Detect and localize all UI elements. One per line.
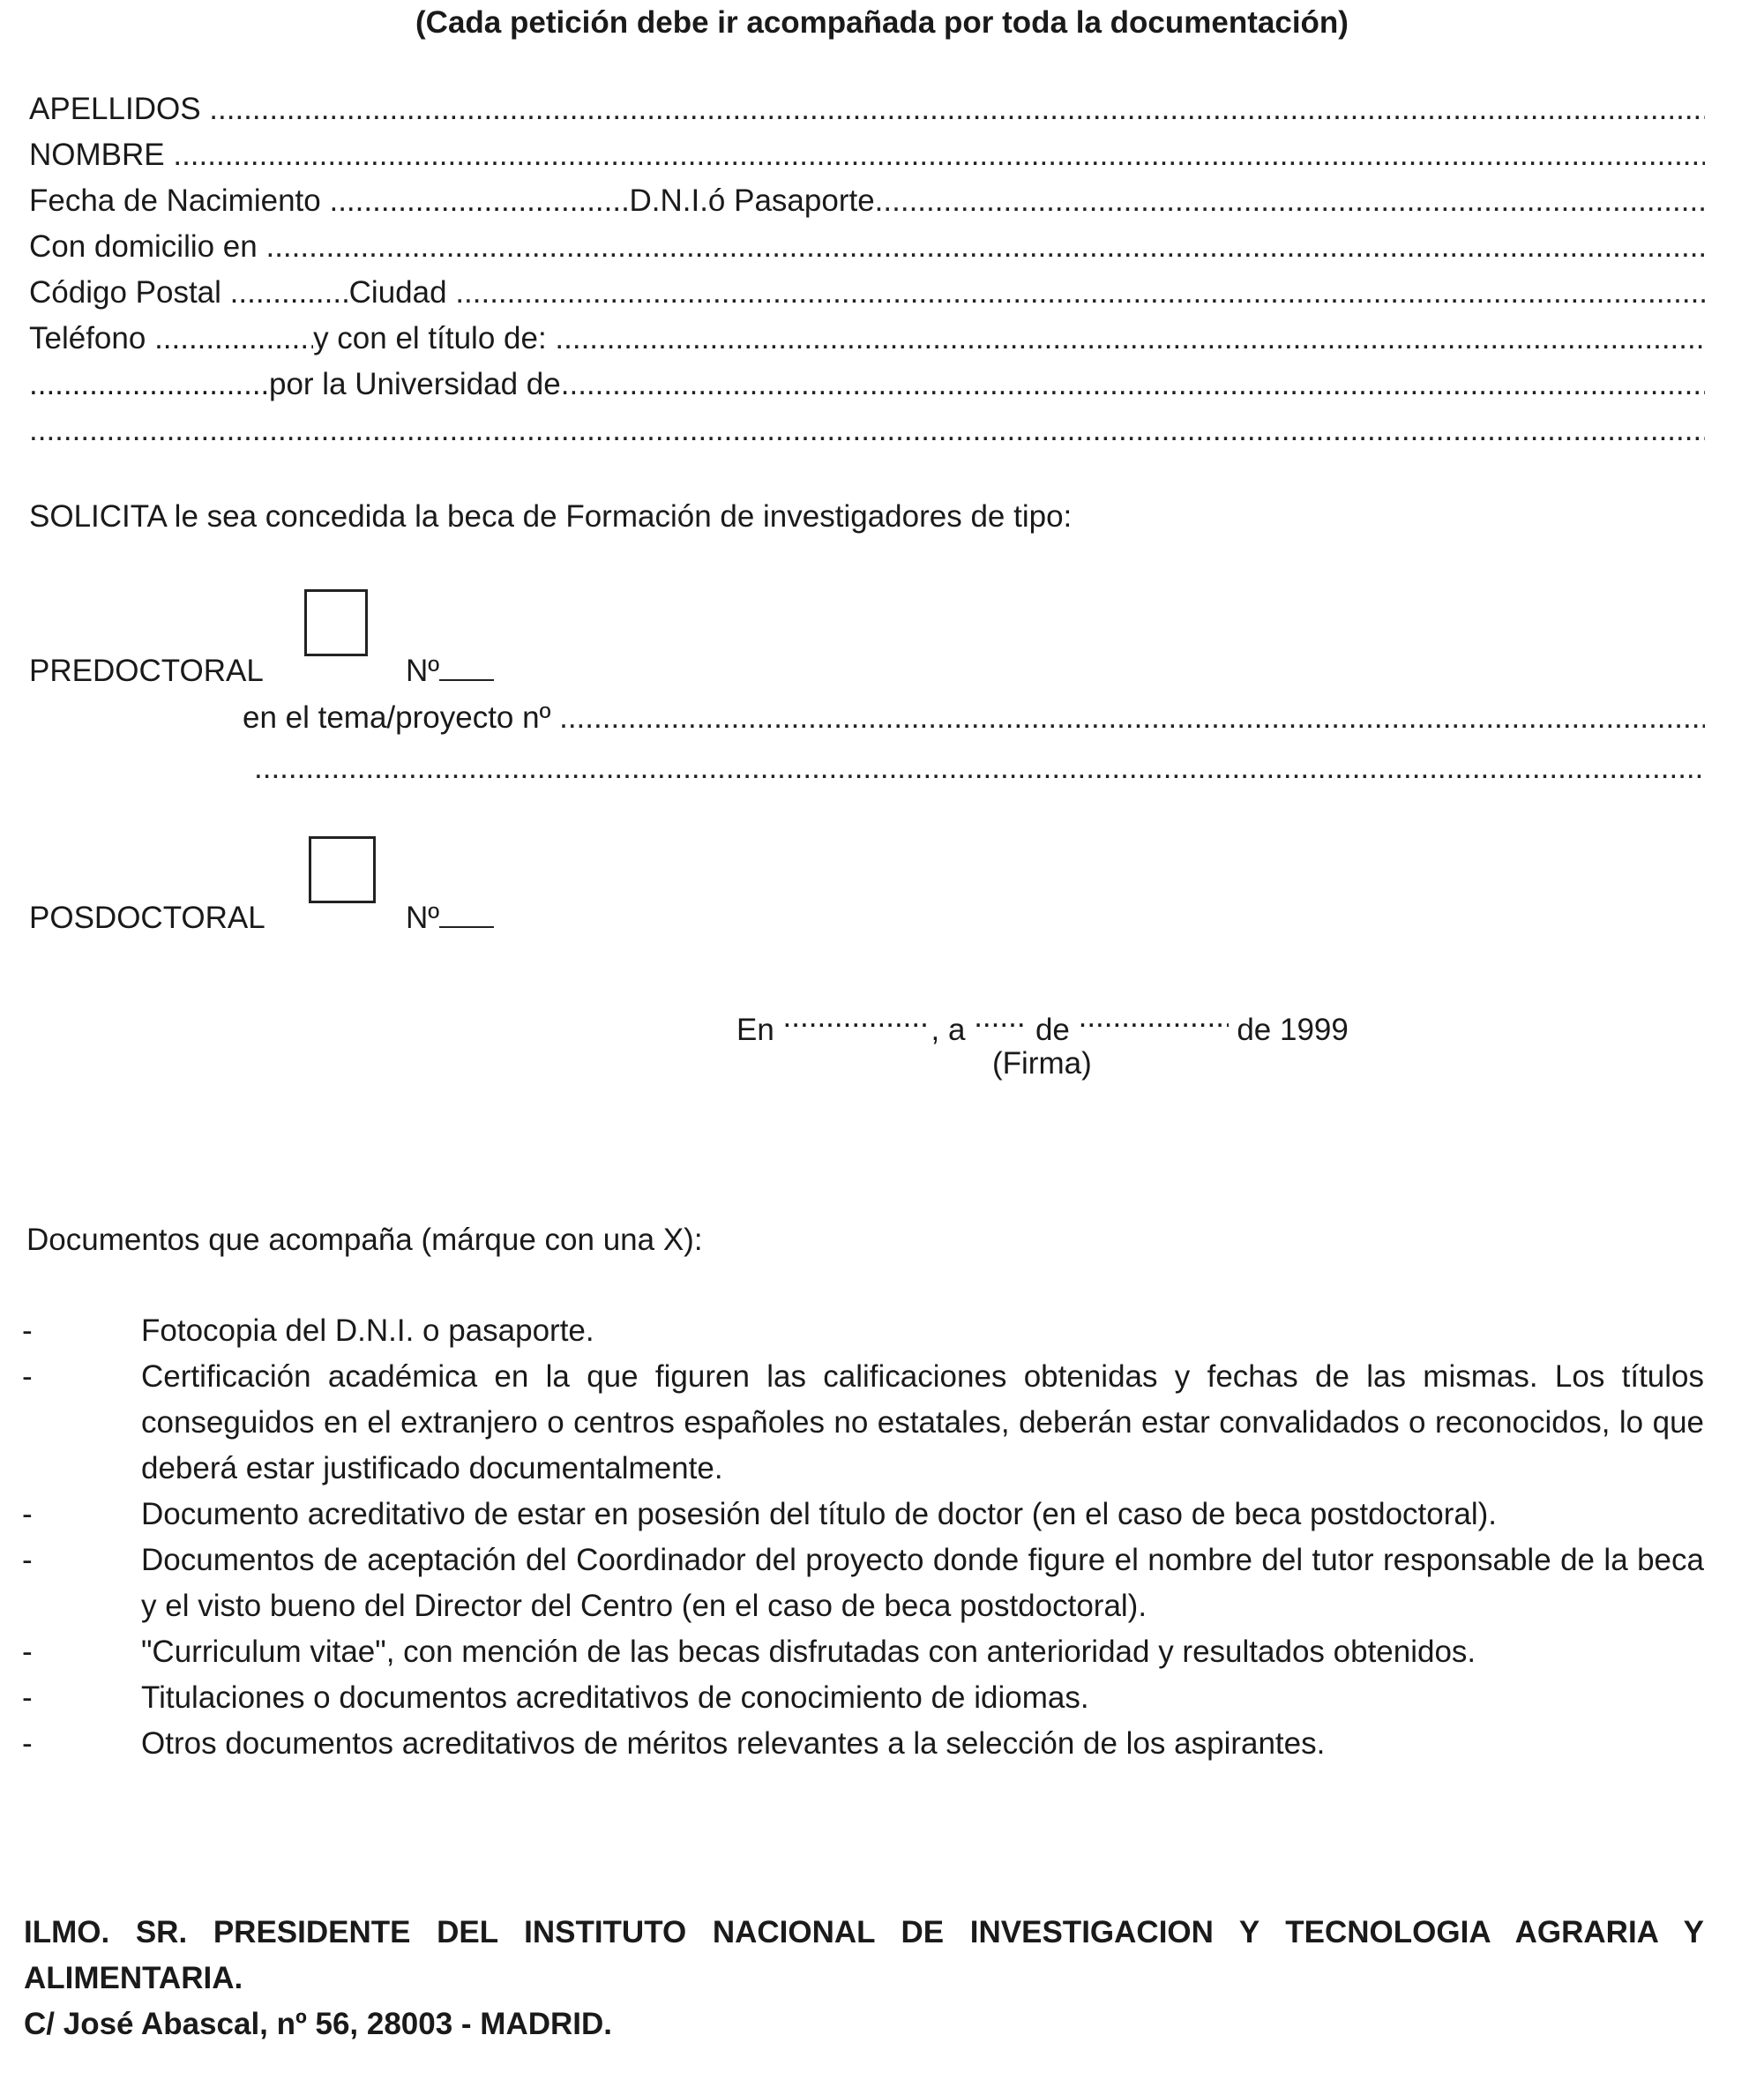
list-dash: - bbox=[22, 1359, 33, 1394]
a-label: , a bbox=[931, 1013, 966, 1047]
documents-heading: Documentos que acompaña (márque con una X): bbox=[26, 1223, 703, 1257]
list-dash: - bbox=[22, 1313, 33, 1348]
ciudad-label: Ciudad bbox=[348, 275, 447, 310]
domicilio-label: Con domicilio en bbox=[29, 229, 258, 264]
list-item: Titulaciones o documentos acreditativos de conocimiento de idiomas. bbox=[141, 1680, 1089, 1715]
posdoctoral-number-field[interactable] bbox=[439, 898, 494, 928]
tema-label: en el tema/proyecto nº bbox=[243, 700, 551, 735]
predoctoral-number-field[interactable] bbox=[439, 651, 494, 681]
list-dash: - bbox=[22, 1497, 33, 1531]
fecha-nacimiento-field[interactable] bbox=[329, 178, 629, 224]
list-item: Fotocopia del D.N.I. o pasaporte. bbox=[141, 1313, 594, 1348]
tema-continuation-row bbox=[254, 745, 1705, 791]
apellidos-field[interactable] bbox=[209, 86, 1705, 132]
universidad-field[interactable] bbox=[561, 362, 1705, 408]
universidad-label: por la Universidad de bbox=[269, 367, 561, 401]
ciudad-field[interactable] bbox=[455, 270, 1705, 316]
year-label: de 1999 bbox=[1237, 1013, 1349, 1047]
posdoctoral-number-label: Nº bbox=[406, 901, 440, 935]
apellidos-row bbox=[29, 86, 1705, 132]
lugar-field[interactable] bbox=[783, 994, 931, 1040]
telefono-label: Teléfono bbox=[29, 321, 146, 355]
posdoctoral-number bbox=[406, 895, 494, 941]
apellidos-label: APELLIDOS bbox=[29, 92, 201, 126]
predoctoral-number bbox=[406, 648, 494, 694]
extra-row bbox=[29, 408, 1705, 453]
fecha-nacimiento-label: Fecha de Nacimiento bbox=[29, 183, 321, 218]
extra-field[interactable] bbox=[29, 408, 1705, 453]
nombre-label: NOMBRE bbox=[29, 138, 165, 172]
mes-field[interactable] bbox=[1079, 994, 1229, 1040]
list-item: Documentos de aceptación del Coordinador del proyecto donde figure el nombre del tutor responsable de la beca y el visto bueno del Director del Centro (en el caso de beca postdoctoral). bbox=[141, 1543, 1704, 1623]
list-dash: - bbox=[22, 1726, 33, 1761]
cp-ciudad-row bbox=[29, 270, 1705, 316]
posdoctoral-checkbox[interactable] bbox=[309, 836, 376, 903]
list-dash: - bbox=[22, 1680, 33, 1715]
nombre-row bbox=[29, 132, 1705, 178]
nombre-field[interactable] bbox=[173, 132, 1705, 178]
dia-field[interactable] bbox=[974, 994, 1027, 1040]
domicilio-field[interactable] bbox=[265, 224, 1705, 270]
list-item: Certificación académica en la que figuren las calificaciones obtenidas y fechas de las mismas. Los títulos conseguidos en el extranjero o centros españoles no estatales, deberán estar convalidados o reconocidos, lo que deberá estar justificado documentalmente. bbox=[141, 1359, 1704, 1485]
domicilio-row bbox=[29, 224, 1705, 270]
universidad-row bbox=[29, 362, 1705, 408]
dni-label: D.N.I.ó Pasaporte bbox=[629, 183, 875, 218]
list-dash: - bbox=[22, 1635, 33, 1669]
tema-row bbox=[243, 695, 1705, 741]
list-item: Documento acreditativo de estar en posesión del título de doctor (en el caso de beca postdoctoral). bbox=[141, 1497, 1498, 1531]
telefono-titulo-row bbox=[29, 316, 1705, 362]
tema-continuation-field[interactable] bbox=[254, 745, 1705, 791]
firma-label: (Firma) bbox=[992, 1046, 1092, 1081]
de-label: de bbox=[1035, 1013, 1070, 1047]
list-item: "Curriculum vitae", con mención de las becas disfrutadas con anterioridad y resultados obtenidos. bbox=[141, 1635, 1476, 1669]
fecha-dni-row bbox=[29, 178, 1705, 224]
addressee-title: ILMO. SR. PRESIDENTE DEL INSTITUTO NACIONAL DE INVESTIGACION Y TECNOLOGIA AGRARIA Y ALIMENTARIA. bbox=[24, 1915, 1704, 1995]
titulo-field[interactable] bbox=[555, 316, 1705, 362]
en-label: En bbox=[736, 1013, 774, 1047]
titulo-label: y con el título de: bbox=[313, 321, 547, 355]
header-note: (Cada petición debe ir acompañada por toda la documentación) bbox=[415, 5, 1349, 40]
predoctoral-number-label: Nº bbox=[406, 654, 440, 688]
predoctoral-label: PREDOCTORAL bbox=[29, 654, 264, 688]
list-dash: - bbox=[22, 1543, 33, 1577]
telefono-field[interactable] bbox=[154, 316, 313, 362]
titulo-continuation-field[interactable] bbox=[29, 362, 269, 408]
predoctoral-checkbox[interactable] bbox=[304, 589, 368, 656]
tema-field[interactable] bbox=[559, 695, 1705, 741]
posdoctoral-label: POSDOCTORAL bbox=[29, 901, 265, 935]
solicita-text: SOLICITA le sea concedida la beca de Formación de investigadores de tipo: bbox=[29, 499, 1073, 534]
dni-field[interactable] bbox=[875, 178, 1705, 224]
codigo-postal-label: Código Postal bbox=[29, 275, 221, 310]
addressee-address: C/ José Abascal, nº 56, 28003 - MADRID. bbox=[24, 2007, 613, 2041]
codigo-postal-field[interactable] bbox=[230, 270, 349, 316]
list-item: Otros documentos acreditativos de méritos relevantes a la selección de los aspirantes. bbox=[141, 1726, 1326, 1761]
